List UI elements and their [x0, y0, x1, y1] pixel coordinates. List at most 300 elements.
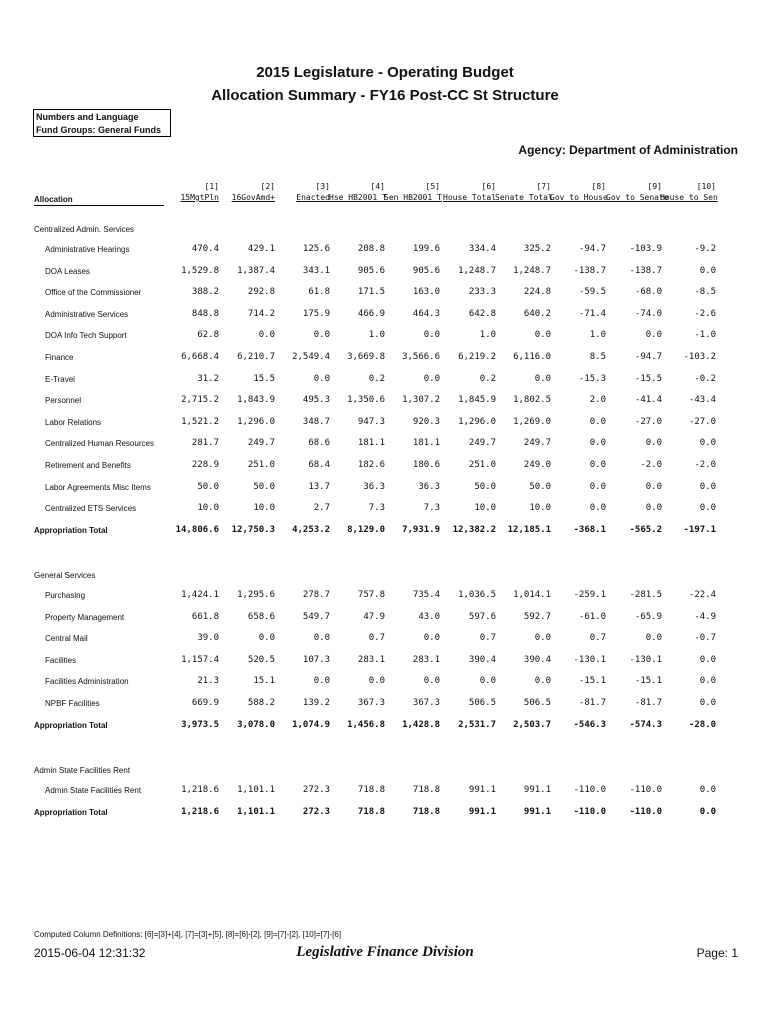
- row-label: Appropriation Total: [34, 720, 108, 730]
- table-row: [0, 416, 770, 430]
- column-label: Hse HB2001 T: [329, 193, 387, 202]
- cell-col-5: 718.8: [412, 806, 440, 817]
- cell-col-8: -61.0: [578, 611, 606, 622]
- cell-col-3: 61.8: [308, 287, 330, 298]
- table-row: [0, 654, 770, 668]
- cell-col-8: -15.1: [578, 676, 606, 687]
- cell-col-9: -81.7: [634, 698, 662, 708]
- cell-col-9: -15.5: [634, 373, 662, 384]
- table-row: [0, 589, 770, 603]
- cell-col-8: -138.7: [573, 265, 606, 276]
- cell-col-5: 3,566.6: [402, 352, 440, 362]
- column-header-5: [384, 181, 440, 203]
- row-label: Centralized ETS Services: [45, 504, 137, 514]
- cell-col-6: 0.7: [479, 633, 496, 644]
- cell-col-3: 2,549.4: [292, 352, 330, 362]
- cell-col-4: 1.0: [368, 330, 385, 341]
- appropriation-total-row: [0, 524, 770, 538]
- cell-col-1: 21.3: [197, 676, 219, 687]
- cell-col-9: -110.0: [629, 785, 662, 795]
- cell-col-5: 367.3: [412, 698, 440, 708]
- cell-col-2: 429.1: [247, 244, 275, 254]
- cell-col-1: 31.2: [197, 373, 219, 384]
- cell-col-4: 367.3: [357, 698, 385, 708]
- cell-col-8: -71.4: [578, 308, 606, 319]
- cell-col-4: 757.8: [357, 590, 385, 600]
- cell-col-8: -15.3: [578, 373, 606, 384]
- appropriation-total-row: [0, 719, 770, 733]
- cell-col-6: 10.0: [474, 503, 496, 514]
- cell-col-1: 62.8: [197, 330, 219, 341]
- cell-col-6: 597.6: [468, 611, 496, 622]
- cell-col-1: 1,218.6: [181, 806, 219, 817]
- cell-col-5: 36.3: [418, 481, 440, 492]
- fund-line-2: Fund Groups: General Funds: [36, 125, 162, 135]
- row-label: Admin State Facilities Rent: [45, 786, 142, 795]
- cell-col-7: 0.0: [534, 676, 551, 687]
- row-label: Centralized Human Resources: [45, 439, 154, 449]
- cell-col-8: -59.5: [578, 287, 606, 298]
- cell-col-8: 8.5: [589, 352, 606, 362]
- cell-col-10: 0.0: [699, 654, 716, 665]
- cell-col-8: 1.0: [589, 330, 606, 341]
- column-number: [5]: [425, 182, 440, 191]
- cell-col-10: 0.0: [699, 676, 716, 687]
- cell-col-3: 0.0: [313, 373, 330, 384]
- cell-col-6: 2,531.7: [458, 719, 496, 730]
- cell-col-8: -110.0: [573, 806, 606, 817]
- cell-col-3: 278.7: [302, 590, 330, 600]
- cell-col-9: -565.2: [629, 524, 662, 535]
- cell-col-2: 1,295.6: [237, 590, 275, 600]
- cell-col-5: 0.0: [423, 373, 440, 384]
- table-row: [0, 697, 770, 711]
- cell-col-6: 0.2: [479, 373, 496, 384]
- cell-col-4: 1,456.8: [347, 719, 385, 730]
- cell-col-9: 0.0: [645, 481, 662, 492]
- cell-col-6: 1,296.0: [458, 416, 496, 427]
- appropriation-total-row: [0, 806, 770, 820]
- cell-col-4: 7.3: [368, 503, 385, 514]
- cell-col-5: 0.0: [423, 330, 440, 341]
- column-label: House to Sen: [660, 193, 718, 202]
- cell-col-10: 0.0: [699, 806, 716, 817]
- cell-col-10: -197.1: [683, 524, 716, 535]
- cell-col-1: 388.2: [191, 287, 219, 298]
- column-header-3: [274, 181, 330, 203]
- cell-col-3: 348.7: [302, 416, 330, 427]
- row-label: Labor Agreements Misc Items: [45, 482, 151, 492]
- report-title: 2015 Legislature - Operating Budget: [256, 64, 514, 81]
- allocation-column-header: Allocation: [34, 195, 164, 206]
- cell-col-2: 3,078.0: [237, 719, 275, 730]
- cell-col-2: 1,387.4: [237, 265, 275, 276]
- cell-col-3: 68.4: [308, 460, 330, 470]
- division-signature: Legislative Finance Division: [296, 944, 474, 960]
- cell-col-8: -130.1: [573, 654, 606, 665]
- column-header-4: [329, 181, 385, 203]
- cell-col-8: 0.0: [589, 481, 606, 492]
- cell-col-2: 249.7: [247, 438, 275, 449]
- cell-col-5: 905.6: [412, 265, 440, 276]
- cell-col-1: 661.8: [191, 611, 219, 622]
- cell-col-10: -22.4: [688, 590, 716, 600]
- cell-col-10: -0.2: [694, 373, 716, 384]
- table-row: [0, 351, 770, 365]
- row-label: Facilities Administration: [45, 677, 129, 687]
- cell-col-3: 107.3: [302, 654, 330, 665]
- cell-col-7: 592.7: [523, 611, 551, 622]
- cell-col-1: 6,668.4: [181, 352, 219, 362]
- cell-col-6: 233.3: [468, 287, 496, 298]
- cell-col-8: -259.1: [573, 590, 606, 600]
- cell-col-6: 506.5: [468, 698, 496, 708]
- cell-col-1: 2,715.2: [181, 395, 219, 406]
- cell-col-5: 920.3: [412, 416, 440, 427]
- cell-col-9: -281.5: [629, 590, 662, 600]
- cell-col-2: 251.0: [247, 460, 275, 470]
- cell-col-7: 1,269.0: [513, 416, 551, 427]
- cell-col-3: 125.6: [302, 244, 330, 254]
- cell-col-6: 991.1: [468, 785, 496, 795]
- row-label: Property Management: [45, 612, 125, 622]
- cell-col-9: -94.7: [634, 352, 662, 362]
- cell-col-1: 848.8: [191, 308, 219, 319]
- agency-label: Agency: Department of Administration: [518, 143, 738, 157]
- cell-col-8: -368.1: [573, 524, 606, 535]
- cell-col-9: 0.0: [645, 633, 662, 644]
- cell-col-3: 4,253.2: [292, 524, 330, 535]
- cell-col-9: -138.7: [629, 265, 662, 276]
- cell-col-7: 224.8: [523, 287, 551, 298]
- cell-col-3: 272.3: [302, 785, 330, 795]
- cell-col-1: 1,521.2: [181, 416, 219, 427]
- column-number: [7]: [536, 182, 551, 191]
- cell-col-1: 1,157.4: [181, 654, 219, 665]
- cell-col-8: 0.0: [589, 438, 606, 449]
- cell-col-9: 0.0: [645, 503, 662, 514]
- cell-col-6: 1,036.5: [458, 590, 496, 600]
- cell-col-4: 8,129.0: [347, 524, 385, 535]
- cell-col-10: -0.7: [694, 633, 716, 644]
- cell-col-5: 718.8: [412, 785, 440, 795]
- cell-col-8: 0.0: [589, 460, 606, 470]
- cell-col-2: 1,101.1: [237, 806, 275, 817]
- cell-col-10: -27.0: [688, 416, 716, 427]
- cell-col-2: 588.2: [247, 698, 275, 708]
- cell-col-4: 181.1: [357, 438, 385, 449]
- cell-col-10: 0.0: [699, 785, 716, 795]
- cell-col-3: 68.6: [308, 438, 330, 449]
- cell-col-5: 0.0: [423, 633, 440, 644]
- cell-col-8: 2.0: [589, 395, 606, 406]
- column-header-6: [440, 181, 496, 203]
- cell-col-10: 0.0: [699, 481, 716, 492]
- cell-col-1: 281.7: [191, 438, 219, 449]
- cell-col-7: 50.0: [529, 481, 551, 492]
- cell-col-5: 283.1: [412, 654, 440, 665]
- cell-col-6: 251.0: [468, 460, 496, 470]
- row-label: Labor Relations: [45, 417, 102, 427]
- cell-col-5: 464.3: [412, 308, 440, 319]
- column-number: [2]: [260, 182, 275, 191]
- table-row: [0, 394, 770, 408]
- section-heading: Admin State Facilities Rent: [34, 766, 131, 775]
- cell-col-7: 1,802.5: [513, 395, 551, 406]
- row-label: Retirement and Benefits: [45, 461, 131, 470]
- cell-col-8: -110.0: [573, 785, 606, 795]
- cell-col-1: 3,973.5: [181, 719, 219, 730]
- column-label: Enacted: [296, 193, 330, 202]
- cell-col-7: 1,248.7: [513, 265, 551, 276]
- cell-col-2: 12,750.3: [231, 524, 275, 535]
- column-label: Sen HB2001 T: [384, 193, 442, 202]
- cell-col-5: 180.6: [412, 460, 440, 470]
- cell-col-8: 0.0: [589, 503, 606, 514]
- cell-col-5: 199.6: [412, 244, 440, 254]
- row-label: Office of the Commissioner: [45, 288, 142, 298]
- cell-col-5: 163.0: [412, 287, 440, 298]
- cell-col-1: 1,218.6: [181, 785, 219, 795]
- cell-col-2: 658.6: [247, 611, 275, 622]
- cell-col-1: 228.9: [191, 460, 219, 470]
- cell-col-6: 249.7: [468, 438, 496, 449]
- cell-col-9: -68.0: [634, 287, 662, 298]
- fund-group-box: [33, 109, 171, 137]
- column-header-10: [660, 181, 716, 203]
- cell-col-3: 0.0: [313, 633, 330, 644]
- cell-col-4: 466.9: [357, 308, 385, 319]
- cell-col-4: 0.2: [368, 373, 385, 384]
- cell-col-10: -2.6: [694, 308, 716, 319]
- section-heading: Centralized Admin. Services: [34, 225, 135, 234]
- cell-col-10: -9.2: [694, 244, 716, 254]
- cell-col-10: 0.0: [699, 438, 716, 449]
- column-header-8: [550, 181, 606, 203]
- cell-col-1: 1,529.8: [181, 265, 219, 276]
- cell-col-7: 0.0: [534, 373, 551, 384]
- column-number: [6]: [481, 182, 496, 191]
- cell-col-10: -43.4: [688, 395, 716, 406]
- cell-col-4: 0.0: [368, 676, 385, 687]
- cell-col-9: -15.1: [634, 676, 662, 687]
- cell-col-4: 3,669.8: [347, 352, 385, 362]
- cell-col-6: 50.0: [474, 481, 496, 492]
- row-label: DOA Leases: [45, 266, 90, 276]
- cell-col-6: 1.0: [479, 330, 496, 341]
- row-label: DOA Info Tech Support: [45, 331, 127, 341]
- cell-col-1: 10.0: [197, 503, 219, 514]
- cell-col-9: -27.0: [634, 416, 662, 427]
- cell-col-2: 6,210.7: [237, 352, 275, 362]
- cell-col-10: -2.0: [694, 460, 716, 470]
- cell-col-1: 669.9: [191, 698, 219, 708]
- table-row: [0, 286, 770, 300]
- cell-col-2: 0.0: [258, 633, 275, 644]
- column-header-7: [495, 181, 551, 203]
- row-label: Purchasing: [45, 591, 86, 600]
- table-row: [0, 329, 770, 343]
- cell-col-9: -2.0: [640, 460, 662, 470]
- row-label: E-Travel: [45, 374, 75, 384]
- column-header-9: [606, 181, 669, 203]
- cell-col-7: 991.1: [523, 785, 551, 795]
- cell-col-8: 0.7: [589, 633, 606, 644]
- cell-col-8: -94.7: [578, 244, 606, 254]
- cell-col-10: 0.0: [699, 698, 716, 708]
- cell-col-2: 15.5: [253, 373, 275, 384]
- table-row: [0, 308, 770, 322]
- cell-col-1: 470.4: [191, 244, 219, 254]
- table-row: [0, 611, 770, 625]
- cell-col-4: 718.8: [357, 806, 385, 817]
- table-row: [0, 437, 770, 451]
- cell-col-4: 1,350.6: [347, 395, 385, 406]
- cell-col-6: 334.4: [468, 244, 496, 254]
- table-row: [0, 459, 770, 473]
- cell-col-9: -41.4: [634, 395, 662, 406]
- cell-col-9: -103.9: [629, 244, 662, 254]
- cell-col-3: 175.9: [302, 308, 330, 319]
- cell-col-4: 718.8: [357, 785, 385, 795]
- cell-col-2: 292.8: [247, 287, 275, 298]
- cell-col-5: 181.1: [412, 438, 440, 449]
- column-number: [3]: [315, 182, 330, 191]
- cell-col-1: 14,806.6: [175, 524, 219, 535]
- cell-col-3: 0.0: [313, 330, 330, 341]
- cell-col-7: 249.0: [523, 460, 551, 470]
- cell-col-3: 139.2: [302, 698, 330, 708]
- cell-col-2: 50.0: [253, 481, 275, 492]
- fund-line-1: Numbers and Language: [36, 112, 139, 122]
- column-number: [4]: [370, 182, 385, 191]
- cell-col-6: 642.8: [468, 308, 496, 319]
- row-label: Facilities: [45, 655, 77, 665]
- row-label: Finance: [45, 353, 74, 362]
- cell-col-3: 343.1: [302, 265, 330, 276]
- column-label: House Total: [443, 193, 496, 202]
- cell-col-9: -130.1: [629, 654, 662, 665]
- column-number: [10]: [696, 182, 716, 191]
- row-label: Central Mail: [45, 634, 88, 644]
- cell-col-1: 50.0: [197, 481, 219, 492]
- report-timestamp: 2015-06-04 12:31:32: [34, 946, 146, 960]
- cell-col-7: 1,014.1: [513, 590, 551, 600]
- column-label: Senate Total: [495, 193, 553, 202]
- column-number: [9]: [647, 182, 662, 191]
- column-label: Gov to House: [550, 193, 608, 202]
- cell-col-9: 0.0: [645, 330, 662, 341]
- cell-col-3: 272.3: [302, 806, 330, 817]
- cell-col-2: 520.5: [247, 654, 275, 665]
- column-header-1: [163, 181, 219, 203]
- cell-col-10: -4.9: [694, 611, 716, 622]
- column-number: [8]: [591, 182, 606, 191]
- computed-column-definitions: Computed Column Definitions: [6]=[3]+[4], [7]=[3]+[5], [8]=[6]-[2], [9]=[7]-[2], [10]=[7]-[6]: [34, 930, 342, 939]
- cell-col-4: 905.6: [357, 265, 385, 276]
- cell-col-7: 640.2: [523, 308, 551, 319]
- cell-col-4: 182.6: [357, 460, 385, 470]
- cell-col-10: -28.0: [688, 719, 716, 730]
- cell-col-3: 495.3: [302, 395, 330, 406]
- cell-col-3: 549.7: [302, 611, 330, 622]
- page-number: Page: 1: [696, 946, 738, 960]
- column-number: [1]: [204, 182, 219, 191]
- cell-col-4: 171.5: [357, 287, 385, 298]
- cell-col-3: 13.7: [308, 481, 330, 492]
- cell-col-7: 325.2: [523, 244, 551, 254]
- cell-col-7: 390.4: [523, 654, 551, 665]
- cell-col-8: -81.7: [578, 698, 606, 708]
- cell-col-4: 36.3: [363, 481, 385, 492]
- cell-col-6: 390.4: [468, 654, 496, 665]
- cell-col-2: 1,101.1: [237, 785, 275, 795]
- column-header-2: [219, 181, 275, 203]
- cell-col-7: 0.0: [534, 633, 551, 644]
- cell-col-7: 249.7: [523, 438, 551, 449]
- cell-col-6: 991.1: [468, 806, 496, 817]
- table-row: [0, 675, 770, 689]
- column-label: Gov to Senate: [606, 193, 669, 202]
- cell-col-6: 1,248.7: [458, 265, 496, 276]
- cell-col-7: 6,116.0: [513, 352, 551, 362]
- cell-col-5: 735.4: [412, 590, 440, 600]
- cell-col-5: 1,307.2: [402, 395, 440, 406]
- row-label: Administrative Hearings: [45, 245, 130, 254]
- cell-col-6: 12,382.2: [452, 524, 496, 535]
- cell-col-1: 1,424.1: [181, 590, 219, 600]
- cell-col-9: -574.3: [629, 719, 662, 730]
- cell-col-4: 0.7: [368, 633, 385, 644]
- row-label: NPBF Facilities: [45, 699, 100, 708]
- cell-col-5: 7.3: [423, 503, 440, 514]
- column-label: 16GovAmd+: [231, 193, 275, 202]
- cell-col-7: 12,185.1: [507, 524, 551, 535]
- report-subtitle: Allocation Summary - FY16 Post-CC St Structure: [211, 87, 559, 104]
- cell-col-5: 1,428.8: [402, 719, 440, 730]
- cell-col-10: 0.0: [699, 503, 716, 514]
- row-label: Administrative Services: [45, 309, 129, 319]
- cell-col-6: 6,219.2: [458, 352, 496, 362]
- cell-col-3: 2.7: [313, 503, 330, 514]
- cell-col-4: 947.3: [357, 416, 385, 427]
- cell-col-4: 283.1: [357, 654, 385, 665]
- cell-col-9: -74.0: [634, 308, 662, 319]
- cell-col-2: 714.2: [247, 308, 275, 319]
- cell-col-10: -1.0: [694, 330, 716, 341]
- table-row: [0, 632, 770, 646]
- cell-col-6: 1,845.9: [458, 395, 496, 406]
- cell-col-2: 1,843.9: [237, 395, 275, 406]
- cell-col-5: 0.0: [423, 676, 440, 687]
- cell-col-4: 47.9: [363, 611, 385, 622]
- cell-col-10: 0.0: [699, 265, 716, 276]
- cell-col-6: 0.0: [479, 676, 496, 687]
- cell-col-7: 991.1: [523, 806, 551, 817]
- cell-col-9: -110.0: [629, 806, 662, 817]
- table-row: [0, 502, 770, 516]
- table-row: [0, 265, 770, 279]
- cell-col-2: 1,296.0: [237, 416, 275, 427]
- section-heading: General Services: [34, 571, 96, 580]
- cell-col-2: 15.1: [253, 676, 275, 687]
- table-row: [0, 243, 770, 257]
- row-label: Appropriation Total: [34, 525, 108, 535]
- cell-col-2: 0.0: [258, 330, 275, 341]
- cell-col-7: 506.5: [523, 698, 551, 708]
- cell-col-3: 0.0: [313, 676, 330, 687]
- cell-col-5: 7,931.9: [402, 524, 440, 535]
